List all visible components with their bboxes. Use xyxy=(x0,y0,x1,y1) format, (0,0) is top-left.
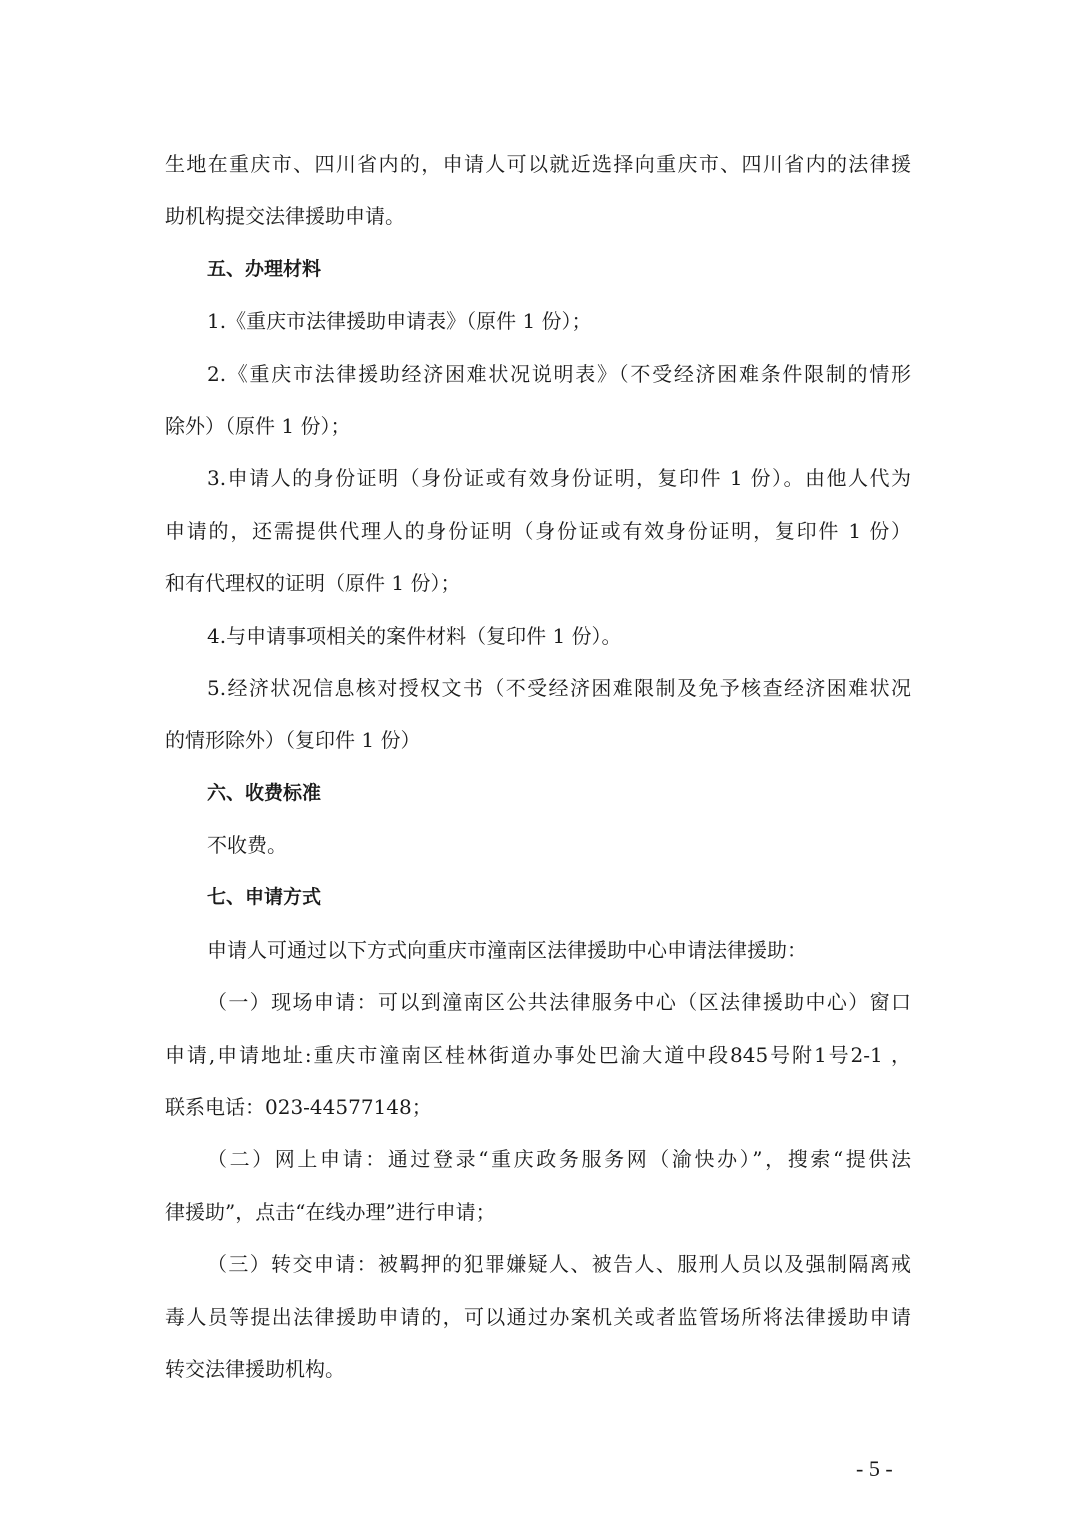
paragraph-line: 律援助”，点击“在线办理”进行申请； xyxy=(165,1199,496,1224)
paragraph-line: （一）现场申请：可以到潼南区公共法律服务中心（区法律援助中心）窗口 xyxy=(207,990,911,1015)
paragraph-line: 申请,申请地址:重庆市潼南区桂林街道办事处巴渝大道中段845号附1号2-1 ， xyxy=(165,1042,911,1067)
paragraph-line: 的情形除外）（复印件 1 份） xyxy=(165,728,421,753)
paragraph-line: （三）转交申请：被羁押的犯罪嫌疑人、被告人、服刑人员以及强制隔离戒 xyxy=(207,1252,911,1277)
paragraph-line: 转交法律援助机构。 xyxy=(165,1356,345,1381)
paragraph-line: 申请的，还需提供代理人的身份证明（身份证或有效身份证明，复印件 1 份） xyxy=(165,518,911,543)
paragraph-line: 和有代理权的证明（原件 1 份）； xyxy=(165,571,461,596)
paragraph-line: 除外）（原件 1 份）； xyxy=(165,413,351,438)
section-heading-application: 七、申请方式 xyxy=(207,886,322,909)
paragraph-line: 生地在重庆市、四川省内的，申请人可以就近选择向重庆市、四川省内的法律援 xyxy=(165,152,911,176)
paragraph-line: 1.《重庆市法律援助申请表》（原件 1 份）； xyxy=(207,309,592,334)
paragraph-line: 3.申请人的身份证明（身份证或有效身份证明，复印件 1 份）。由他人代为 xyxy=(207,466,911,491)
paragraph-line: （二）网上申请：通过登录“重庆政务服务网（渝快办）”，搜索“提供法 xyxy=(207,1147,911,1172)
section-heading-fees: 六、收费标准 xyxy=(207,781,322,804)
paragraph-line: 5.经济状况信息核对授权文书（不受经济困难限制及免予核查经济困难状况 xyxy=(207,675,911,700)
document-body xyxy=(165,138,911,1395)
paragraph-line: 申请人可通过以下方式向重庆市潼南区法律援助中心申请法律援助： xyxy=(207,937,807,962)
paragraph-line: 不收费。 xyxy=(207,833,287,858)
paragraph-line: 毒人员等提出法律援助申请的，可以通过办案机关或者监管场所将法律援助申请 xyxy=(165,1304,911,1329)
section-heading-materials: 五、办理材料 xyxy=(207,257,322,280)
page-number: - 5 - xyxy=(856,1456,893,1481)
paragraph-line: 2.《重庆市法律援助经济困难状况说明表》（不受经济困难条件限制的情形 xyxy=(207,361,911,386)
paragraph-line: 4.与申请事项相关的案件材料（复印件 1 份）。 xyxy=(207,623,622,648)
paragraph-line: 联系电话：023-44577148； xyxy=(165,1095,432,1120)
paragraph-line: 助机构提交法律援助申请。 xyxy=(165,204,405,229)
